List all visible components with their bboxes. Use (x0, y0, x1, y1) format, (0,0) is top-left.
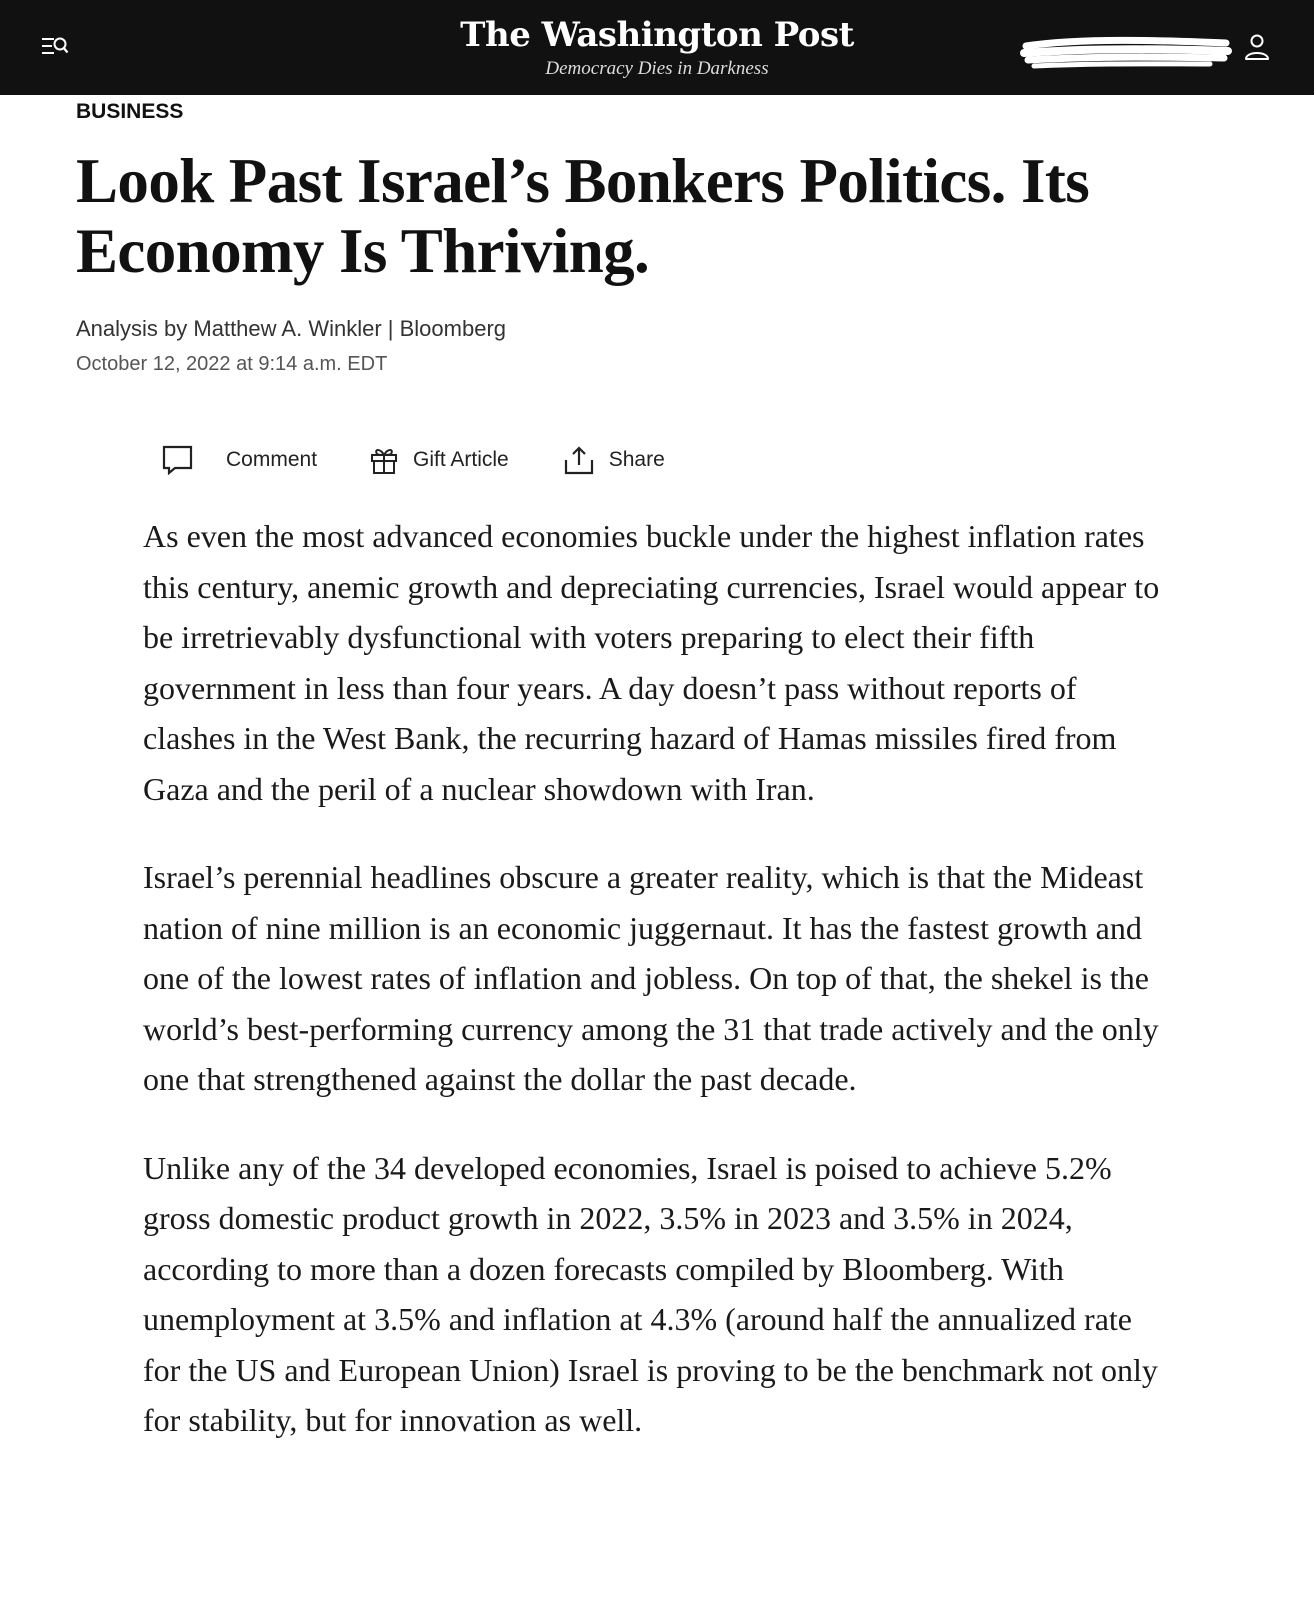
comment-label: Comment (226, 448, 318, 471)
section-label[interactable]: BUSINESS (76, 100, 184, 123)
share-button[interactable] (563, 444, 665, 476)
article-paragraph: As even the most advanced economies buckle under the highest inflation rates this century, anemic growth and depreciating currencies, Israel would appear to be irretrievably dysfunctional with voters preparing to elect their fifth government in less than four years. A day doesn’t pass without reports of clashes in the West Bank, the recurring hazard of Hamas missiles fired from Gaza and the peril of a nuclear showdown with Iran. (143, 518, 1160, 807)
share-icon (563, 444, 595, 476)
article-body (143, 511, 1173, 1484)
author-link[interactable]: Matthew A. Winkler (193, 316, 382, 341)
article-paragraph: Unlike any of the 34 developed economies, Israel is poised to achieve 5.2% gross domestic product growth in 2022, 3.5% in 2023 and 3.5% in 2024, according to more than a dozen forecasts compiled by Bloomberg. With unemployment at 3.5% and inflation at 4.3% (around half the annualized rate for the US and European Union) Israel is proving to be the benchmark not only for stability, but for innovation as well. (143, 1149, 1158, 1438)
share-label: Share (608, 448, 665, 471)
source-name: Bloomberg (399, 316, 507, 341)
comment-button[interactable] (162, 445, 317, 475)
site-tagline: Democracy Dies in Darkness (545, 58, 769, 79)
gift-icon (369, 445, 399, 475)
site-header (0, 0, 1314, 95)
user-icon[interactable] (1242, 32, 1272, 62)
article-actions (162, 440, 665, 480)
article-paragraph: Israel’s perennial headlines obscure a greater reality, which is that the Mideast nation of nine million is an economic juggernaut. It has the fastest growth and one of the lowest rates of inflation and jobless. On top of that, the shekel is the world’s best-performing currency among the 31 that trade actively and the only one that strengthened against the dollar the past decade. (143, 859, 1159, 1097)
byline-prefix: Analysis by (76, 316, 194, 341)
byline (76, 316, 506, 342)
comment-icon (162, 445, 194, 475)
site-logo[interactable]: The Washington Post (460, 15, 854, 55)
gift-article-button[interactable] (369, 445, 509, 475)
byline-separator: | (381, 316, 400, 341)
publish-date: October 12, 2022 at 9:14 a.m. EDT (76, 353, 388, 375)
gift-article-label: Gift Article (413, 448, 509, 471)
redaction-scribble (1020, 34, 1232, 74)
article-headline: Look Past Israel’s Bonkers Politics. Its Economy Is Thriving. (76, 146, 1090, 286)
